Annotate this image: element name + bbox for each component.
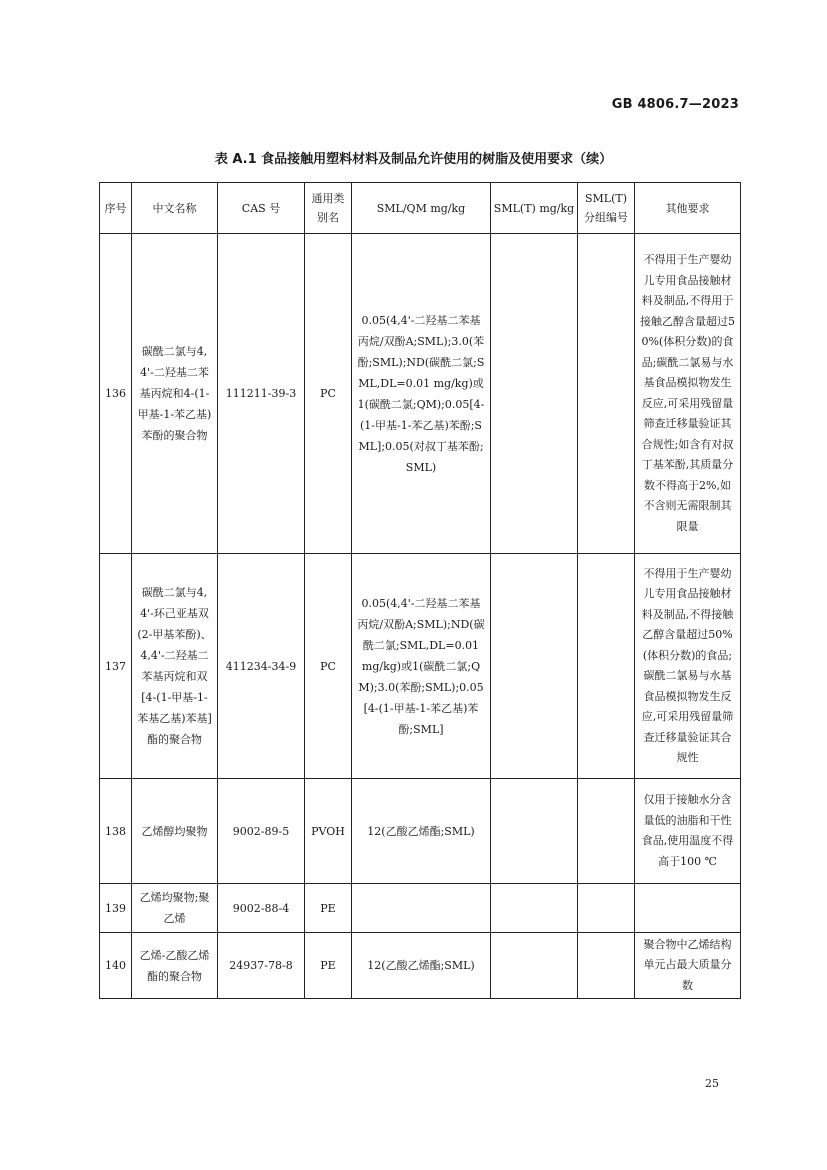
row-category: PE [305, 933, 352, 999]
row-sml-qm: 12(乙酸乙烯酯;SML) [352, 933, 491, 999]
row-sml-t-group [578, 554, 635, 779]
page-number: 25 [705, 1077, 719, 1090]
col-header-sml-t-group: SML(T) 分组编号 [578, 183, 635, 234]
row-name: 碳酰二氯与4,4'-环己亚基双(2-甲基苯酚)、4,4'-二羟基二苯基丙烷和双[4-(1-甲基-1-苯基乙基)苯基]酯的聚合物 [132, 554, 218, 779]
standard-number: GB 4806.7—2023 [611, 97, 739, 112]
row-no: 140 [100, 933, 132, 999]
col-header-cas: CAS 号 [218, 183, 305, 234]
row-sml-t [491, 933, 578, 999]
row-cas: 9002-88-4 [218, 884, 305, 933]
row-category: PC [305, 554, 352, 779]
row-cas: 9002-89-5 [218, 779, 305, 884]
row-sml-qm: 12(乙酸乙烯酯;SML) [352, 779, 491, 884]
table-row [100, 234, 741, 554]
row-other: 仅用于接触水分含量低的油脂和干性食品,使用温度不得高于100 ℃ [635, 779, 741, 884]
row-category: PC [305, 234, 352, 554]
row-name: 乙烯醇均聚物 [132, 779, 218, 884]
row-sml-t-group [578, 933, 635, 999]
row-other [635, 884, 741, 933]
col-header-category: 通用类别名 [305, 183, 352, 234]
col-header-name: 中文名称 [132, 183, 218, 234]
row-name: 碳酰二氯与4,4'-二羟基二苯基丙烷和4-(1-甲基-1-苯乙基)苯酚的聚合物 [132, 234, 218, 554]
row-other: 聚合物中乙烯结构单元占最大质量分数 [635, 933, 741, 999]
table-row [100, 884, 741, 933]
table-header-row [100, 183, 741, 234]
row-sml-t [491, 554, 578, 779]
row-no: 136 [100, 234, 132, 554]
col-header-sml-qm: SML/QM mg/kg [352, 183, 491, 234]
row-sml-t-group [578, 234, 635, 554]
table-row [100, 779, 741, 884]
row-name: 乙烯-乙酸乙烯酯的聚合物 [132, 933, 218, 999]
row-cas: 411234-34-9 [218, 554, 305, 779]
resin-table [99, 182, 741, 999]
col-header-no: 序号 [100, 183, 132, 234]
row-sml-t [491, 779, 578, 884]
row-category: PE [305, 884, 352, 933]
row-sml-t [491, 884, 578, 933]
table-title: 表 A.1 食品接触用塑料材料及制品允许使用的树脂及使用要求（续） [214, 152, 613, 167]
table-row [100, 554, 741, 779]
row-cas: 111211-39-3 [218, 234, 305, 554]
row-other: 不得用于生产婴幼儿专用食品接触材料及制品,不得接触乙醇含量超过50%(体积分数)的食品;碳酰二氯易与水基食品模拟物发生反应,可采用残留量筛查迁移量验证其合规性 [635, 554, 741, 779]
table-row [100, 933, 741, 999]
row-category: PVOH [305, 779, 352, 884]
row-other: 不得用于生产婴幼儿专用食品接触材料及制品,不得用于接触乙醇含量超过50%(体积分数)的食品;碳酰二氯易与水基食品模拟物发生反应,可采用残留量筛查迁移量验证其合规性;如含有对叔丁基苯酚,其质量分数不得高于2%,如不含则无需限制其限量 [635, 234, 741, 554]
row-no: 139 [100, 884, 132, 933]
row-no: 138 [100, 779, 132, 884]
row-sml-t-group [578, 779, 635, 884]
col-header-sml-t: SML(T) mg/kg [491, 183, 578, 234]
row-cas: 24937-78-8 [218, 933, 305, 999]
row-sml-t-group [578, 884, 635, 933]
row-no: 137 [100, 554, 132, 779]
row-sml-qm [352, 884, 491, 933]
row-sml-qm: 0.05(4,4'-二羟基二苯基丙烷/双酚A;SML);3.0(苯酚;SML);ND(碳酰二氯;SML,DL=0.01 mg/kg)或1(碳酰二氯;QM);0.05[4-(1-甲基-1-苯乙基)苯酚;SML];0.05(对叔丁基苯酚;SML) [352, 234, 491, 554]
col-header-other: 其他要求 [635, 183, 741, 234]
row-sml-t [491, 234, 578, 554]
row-sml-qm: 0.05(4,4'-二羟基二苯基丙烷/双酚A;SML);ND(碳酰二氯;SML,DL=0.01 mg/kg)或1(碳酰二氯;QM);3.0(苯酚;SML);0.05[4-(1-甲基-1-苯乙基)苯酚;SML] [352, 554, 491, 779]
row-name: 乙烯均聚物;聚乙烯 [132, 884, 218, 933]
